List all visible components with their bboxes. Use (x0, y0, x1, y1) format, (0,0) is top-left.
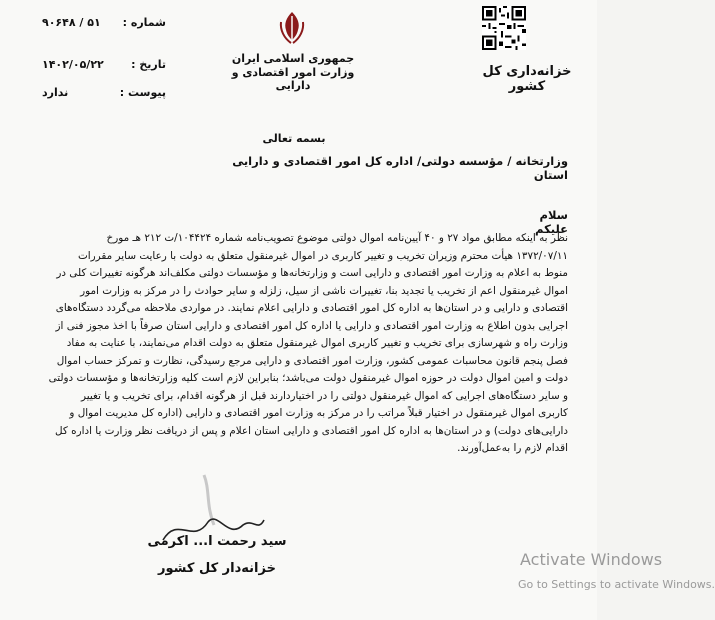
number-label: شماره : (122, 16, 166, 29)
body-line: ۱۳۷۲/۰۷/۱۱ هیأت محترم وزیران تخریب و تغییر کاربری در اموال غیرمنقول متعلق به دولت با رعایت سایر مقررات (77, 249, 568, 262)
ministry-name: وزارت امور اقتصادی و دارایی (231, 66, 355, 92)
body-line: اقدام لازم را به‌عمل‌آورند. (457, 442, 568, 454)
body-line: دولت و امین اموال دولت در حوزه اموال غیرمنقول دولت می‌باشد؛ بنابراین لازم است کلیه وزارتخانه‌ها و مؤسسات دولتی (48, 372, 568, 384)
signer-name: سید رحمت ا... اکرمی (147, 534, 287, 549)
attachment-label: پیوست : (119, 86, 166, 99)
body-line: اقتصادی و دارایی و در استان‌ها به اداره کل امور اقتصادی و دارایی اعلام نمایند. در مواردی ملاحظه می‌گردد دستگاه‌های (55, 302, 568, 314)
body-line: اموال غیرمنقول اعم از تخریب یا تجدید بنا، تغییرات ناشی از سیل، زلزله و سایر حوادث را در مرکز به وزارت امور (80, 284, 568, 297)
body-line: و سایر دستگاه‌های اجرایی که اموال غیرمنقول دولتی را در اختیاردارند قبل از هرگونه اقدام، برای تخریب و یا تغییر (80, 389, 568, 402)
recipients-line: وزارتخانه / مؤسسه دولتی/ اداره کل امور اقتصادی و دارایی استان (232, 154, 568, 182)
body-line: کاربری اموال غیرمنقول در اختیار قبلاً مراتب را در مرکز به وزارت امور اقتصادی و دارایی (اداره کل مدیریت اموال و (69, 407, 568, 419)
salutation: سلام علیکم (535, 208, 568, 236)
treasury-title: خزانه‌داری کل کشور (482, 64, 572, 94)
body-line: منوط به اعلام به وزارت امور اقتصادی و دارایی است و وزارتخانه‌ها و مؤسسات دولتی مکلف‌اند هرگونه تغییرات کلی در (56, 267, 568, 279)
body-line: دارایی‌های دولت) و در استان‌ها به اداره کل امور اقتصادی و دارایی استان اعلام و پس از دریافت نظر وزارت یا اداره کل (55, 424, 568, 437)
iran-emblem-icon (272, 8, 312, 48)
letter-body (28, 230, 568, 458)
letter-attachment (36, 86, 166, 99)
letter-number (36, 16, 166, 29)
body-line: فصل پنجم قانون محاسبات عمومی کشور، وزارت امور اقتصادی و دارایی مرجع رسیدگی، نظارت و تمرکز حساب اموال (56, 354, 568, 367)
basmala: بسمه تعالی (262, 132, 326, 145)
activate-windows-hint: Go to Settings to activate Windows. (518, 578, 715, 591)
attachment-value: ندارد (42, 86, 69, 99)
body-line: اجرایی بدون اطلاع به وزارت امور اقتصادی و دارایی یا اداره کل امور اقتصادی و دارایی استان صرفاً با اخذ مجوز فنی از (55, 319, 568, 332)
government-name: جمهوری اسلامی ایران (231, 52, 355, 65)
activate-windows-watermark: Activate Windows (520, 550, 663, 569)
signer-title: خزانه‌دار کل کشور (158, 561, 276, 576)
date-label: تاریخ : (131, 58, 166, 71)
qr-code (482, 6, 526, 50)
date-value: ۱۴۰۲/۰۵/۲۲ (42, 58, 104, 71)
body-line: وزارت راه و شهرسازی برای تخریب و تغییر کاربری اموال غیرمنقول متعلق به دولت اقدام می‌نمایند، با عنایت به مفاد (66, 337, 568, 349)
number-value: ۵۱ / ۹۰۶۴۸ (42, 16, 101, 29)
body-line: نظر به اینکه مطابق مواد ۲۷ و ۴۰ آیین‌نامه اموال دولتی موضوع تصویب‌نامه شماره ۱۰۴۴۲۴/ت ۲۱۲ هـ مورخ (106, 232, 568, 244)
letter-date (36, 58, 166, 71)
